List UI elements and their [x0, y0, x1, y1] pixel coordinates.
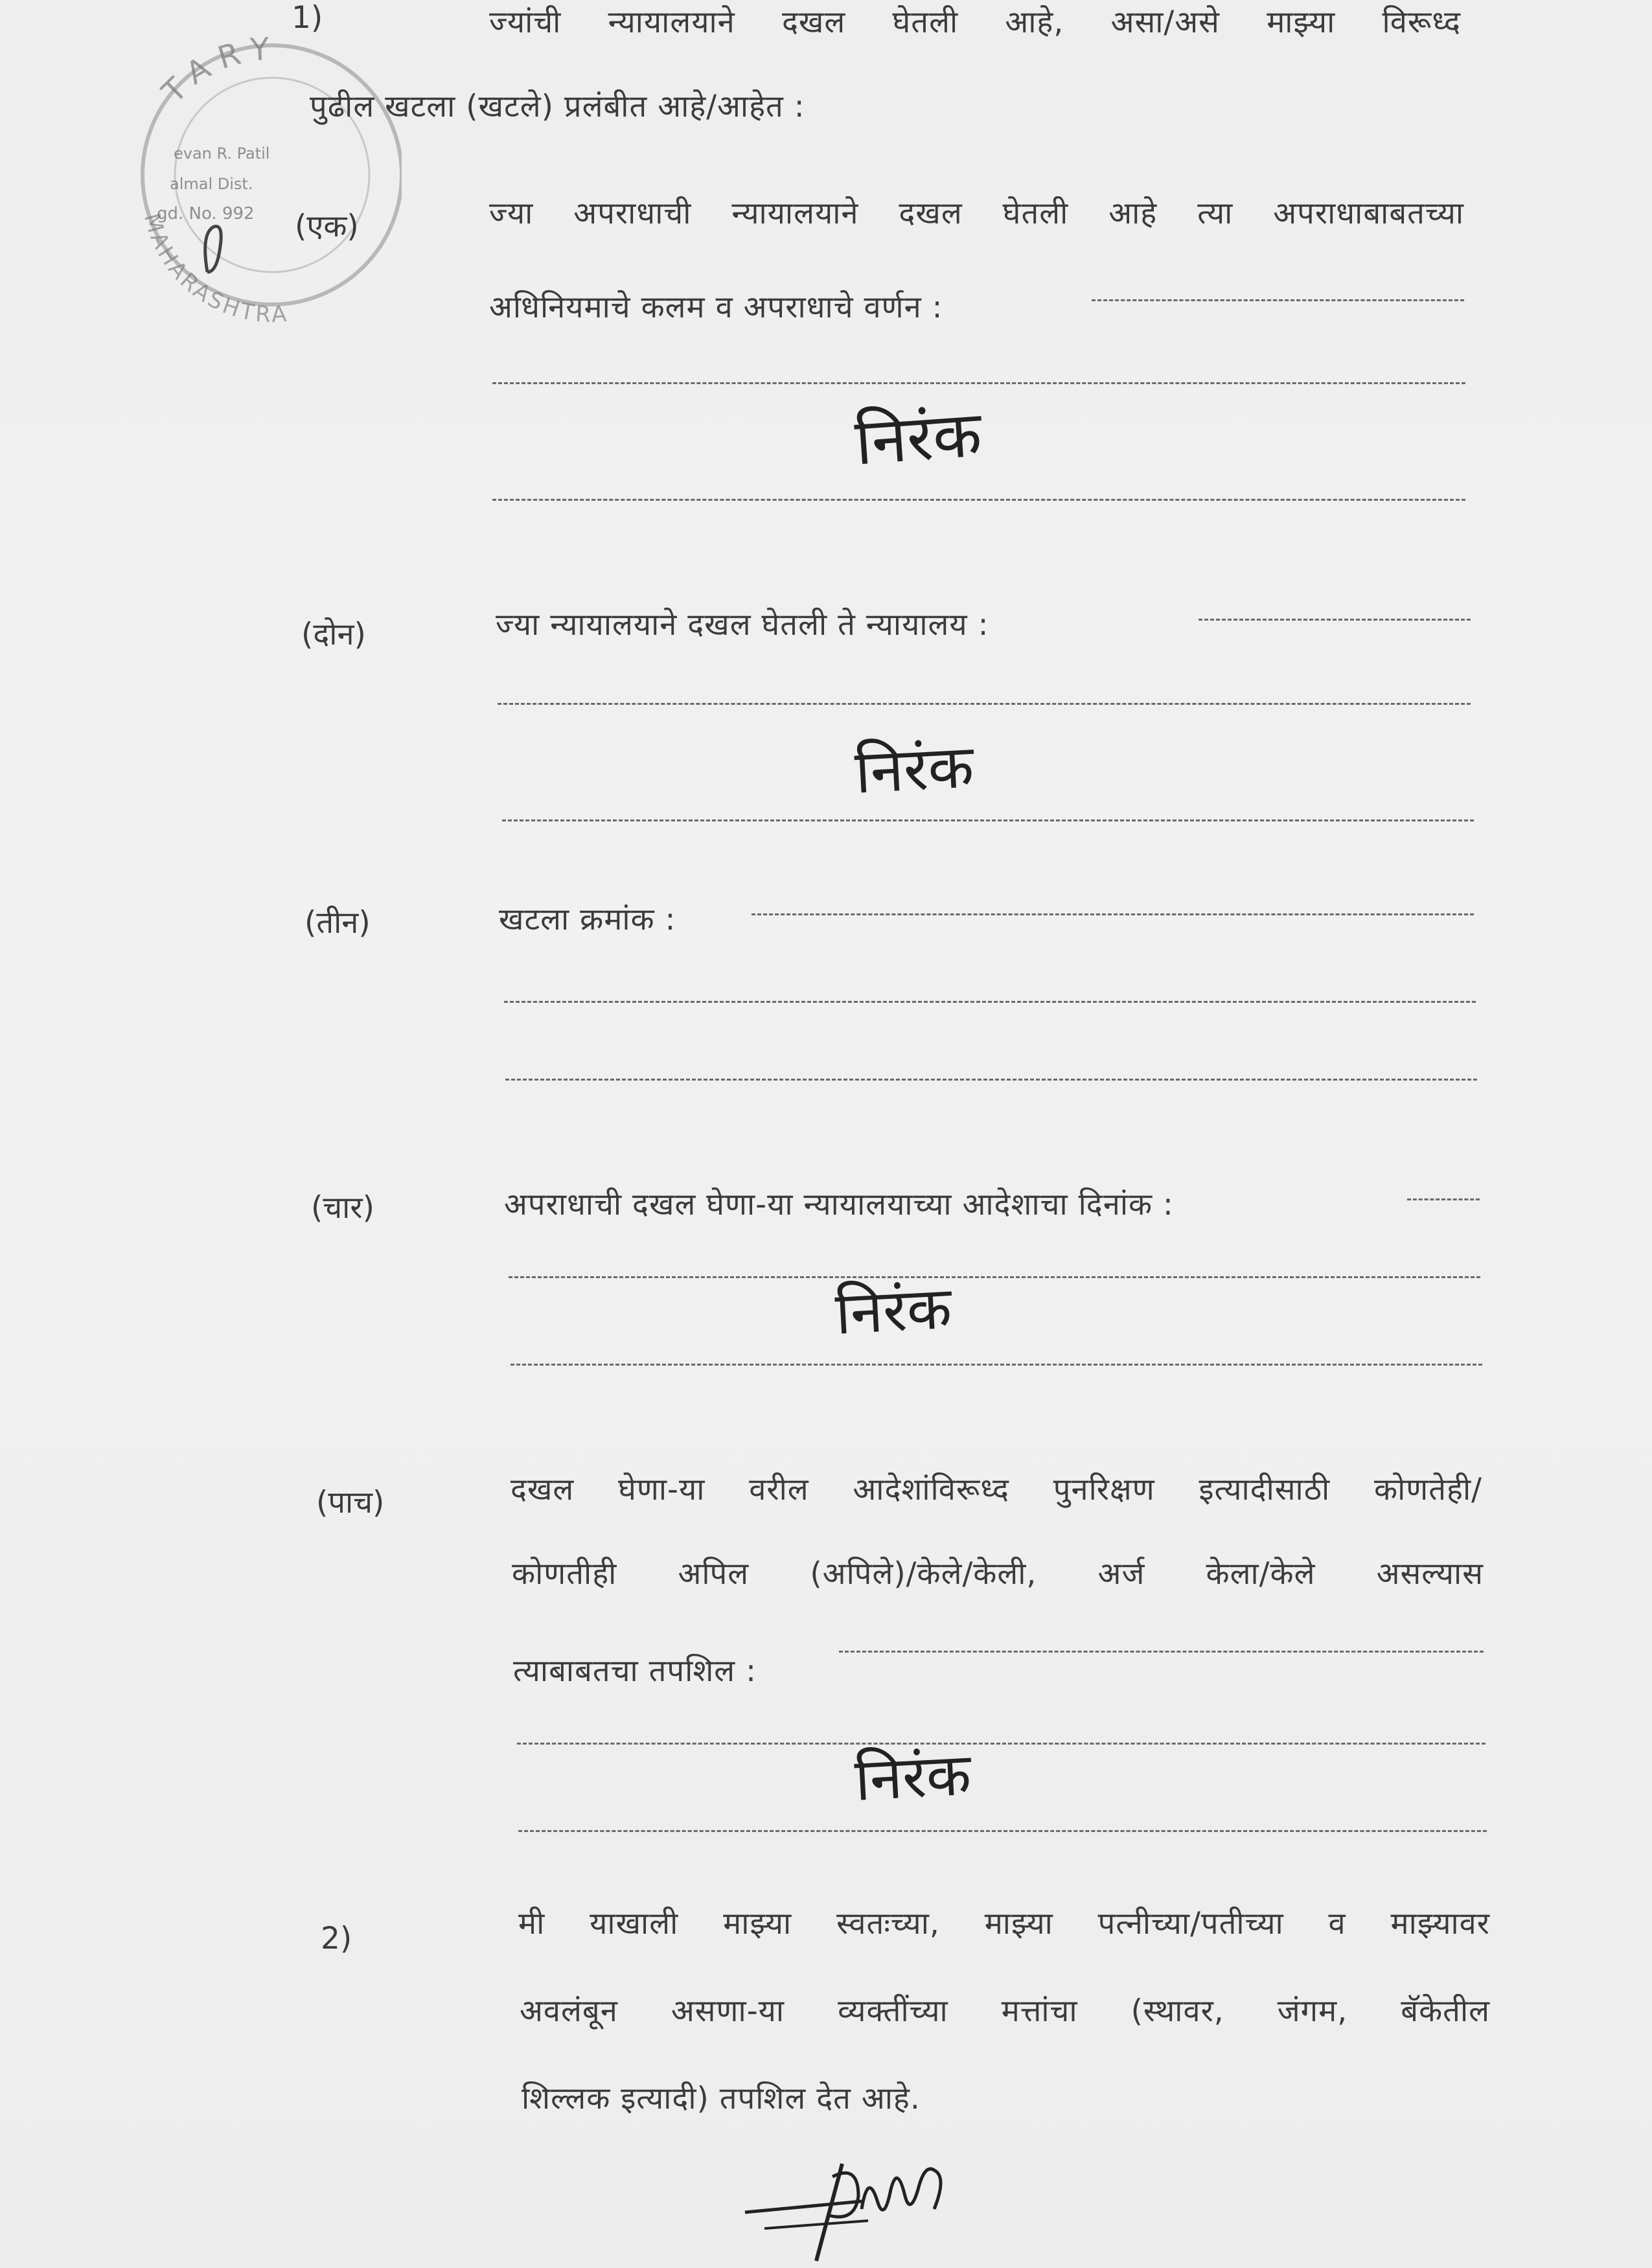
stamp-bottom-text: MAHARASHTRA — [138, 211, 290, 324]
signature-mark — [739, 2151, 985, 2268]
answer-rule — [498, 703, 1471, 705]
sub-item-3-label: (तीन) — [304, 905, 371, 941]
sub-item-1-line-1: ज्या अपराधाची न्यायालयाने दखल घेतली आहे त्या अपराधाबाबतच्या — [489, 196, 1464, 231]
sub-item-1-line-2: अधिनियमाचे कलम व अपराधाचे वर्णन : — [489, 290, 943, 325]
notary-stamp — [123, 0, 402, 324]
item-2-line-3: शिल्लक इत्यादी) तपशिल देत आहे. — [522, 2081, 921, 2116]
sub-item-2-label: (दोन) — [301, 617, 366, 652]
sub-item-4-line-1: अपराधाची दखल घेणा-या न्यायालयाच्या आदेशाचा दिनांक : — [504, 1187, 1174, 1222]
stamp-top-text: TARY — [155, 30, 281, 110]
sub-item-1-label: (एक) — [295, 209, 359, 244]
stamp-line-3: gd. No. 992 — [157, 204, 255, 223]
handwritten-nirank-4 — [836, 1723, 1108, 1827]
answer-rule — [502, 819, 1474, 821]
sub-item-5-line-2: कोणतीही अपिल (अपिले)/केले/केली, अर्ज केला/केले असल्यास — [512, 1556, 1484, 1592]
answer-rule — [1199, 619, 1471, 621]
handwritten-answer-text: निरंक — [853, 397, 984, 480]
handwritten-nirank-1 — [836, 379, 1134, 489]
sub-item-5-line-1: दखल घेणा-या वरील आदेशांविरूध्द पुनरिक्षण इत्यादीसाठी कोणतेही/ — [511, 1472, 1482, 1507]
sub-item-2-line-1: ज्या न्यायालयाने दखल घेतली ते न्यायालय : — [496, 607, 989, 643]
sub-item-3-line-1: खटला क्रमांक : — [499, 902, 676, 937]
stamp-line-2: almal Dist. — [170, 175, 253, 193]
stamp-line-1: evan R. Patil — [174, 144, 270, 163]
item-1-line-2: पुढील खटला (खटले) प्रलंबीत आहे/आहेत : — [310, 89, 805, 124]
handwritten-nirank-3 — [816, 1257, 1088, 1360]
sub-item-5-label: (पाच) — [316, 1485, 385, 1520]
item-2-line-2: अवलंबून असणा-या व्यक्तींच्या मत्तांचा (स्थावर, जंगम, बॅकेतील — [520, 1993, 1490, 2029]
item-1-label: 1) — [292, 0, 323, 36]
stamp-initial-mark — [205, 226, 222, 272]
answer-rule — [1092, 299, 1464, 301]
answer-rule — [518, 1830, 1487, 1832]
answer-rule — [505, 1079, 1477, 1081]
answer-rule — [1407, 1198, 1480, 1200]
handwritten-answer-text: निरंक — [833, 1274, 954, 1348]
handwritten-nirank-2 — [836, 713, 1108, 816]
item-2-label: 2) — [321, 1921, 352, 1956]
answer-rule — [751, 913, 1474, 915]
answer-rule — [504, 1001, 1476, 1003]
svg-text:TARY — [155, 30, 281, 110]
answer-rule — [492, 499, 1465, 501]
handwritten-answer-text: निरंक — [853, 731, 976, 807]
item-1-line-1: ज्यांची न्यायालयाने दखल घेतली आहे, असा/असे माझ्या विरूध्द — [489, 5, 1461, 40]
item-2-line-1: मी याखाली माझ्या स्वतःच्या, माझ्या पत्नीच्या/पतीच्या व माझ्यावर — [518, 1906, 1490, 1942]
answer-rule — [511, 1364, 1482, 1366]
handwritten-answer-text: निरंक — [853, 1740, 973, 1815]
answer-rule — [839, 1651, 1484, 1653]
sub-item-4-label: (चार) — [311, 1190, 374, 1226]
sub-item-5-line-3: त्याबाबतचा तपशिल : — [513, 1653, 757, 1689]
